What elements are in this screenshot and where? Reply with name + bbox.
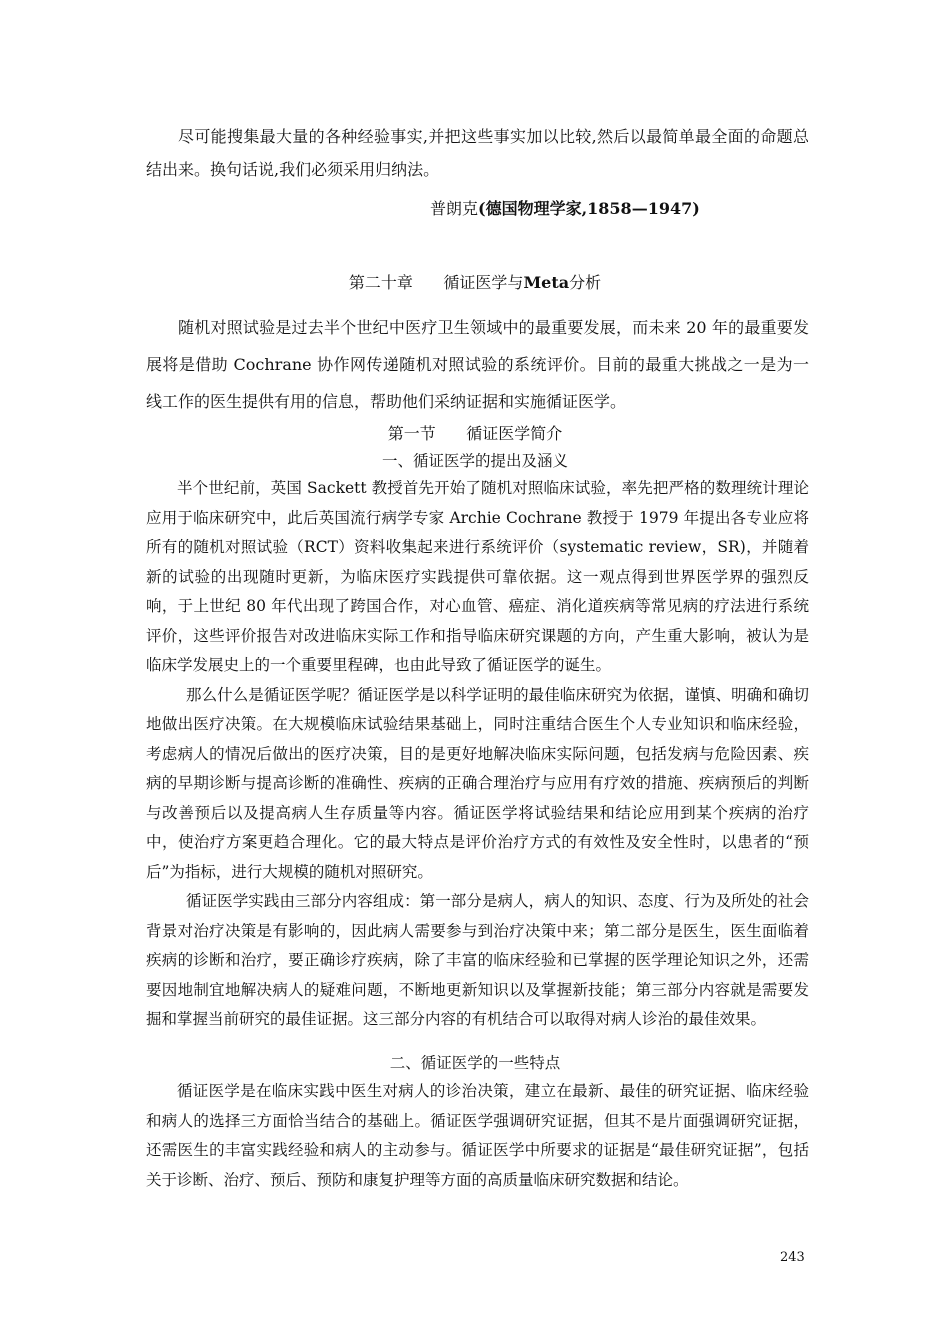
- paragraph: 循证医学实践由三部分内容组成：第一部分是病人，病人的知识、态度、行为及所处的社会背景对治疗决策是有影响的，因此病人需要参与到治疗决策中来；第二部分是医生，医生面临着疾病的诊断和治疗，要正确诊疗疾病，除了丰富的临床经验和已掌握的医学理论知识之外，还需要因地制宜地解决病人的疑难问题，不断地更新知识以及掌握新技能；第三部分内容就是需要发掘和掌握当前研究的最佳证据。这三部分内容的有机结合可以取得对病人诊治的最佳效果。: [146, 892, 809, 1028]
- chapter-title-bold: Meta: [523, 273, 570, 292]
- page-number: 243: [780, 1250, 805, 1265]
- attribution-name: 普朗克: [430, 199, 479, 218]
- subsection-body: [146, 1077, 809, 1195]
- chapter-title-before: 循证医学与: [443, 273, 524, 292]
- subsection-body: [146, 474, 809, 1035]
- attribution-detail: (德国物理学家,1858—1947): [478, 199, 700, 218]
- chapter-intro: 随机对照试验是过去半个世纪中医疗卫生领域中的最重要发展，而未来 20 年的最重要发展将是借助 Cochrane 协作网传递随机对照试验的系统评价。目前的最重大挑战之一是为一线工作的医生提供有用的信息，帮助他们采纳证据和实施循证医学。: [146, 318, 809, 411]
- epigraph-attribution: [430, 194, 700, 224]
- chapter-title: [0, 268, 950, 298]
- paragraph: 循证医学是在临床实践中医生对病人的诊治决策，建立在最新、最佳的研究证据、临床经验和病人的选择三方面恰当结合的基础上。循证医学强调研究证据，但其不是片面强调研究证据，还需医生的丰富实践经验和病人的主动参与。循证医学中所要求的证据是“最佳研究证据”，包括关于诊断、治疗、预后、预防和康复护理等方面的高质量临床研究数据和结论。: [146, 1082, 809, 1189]
- paragraph: 半个世纪前，英国 Sackett 教授首先开始了随机对照临床试验，率先把严格的数理统计理论应用于临床研究中，此后英国流行病学专家 Archie Cochrane 教授于 1979 年提出各专业应将所有的随机对照试验（RCT）资料收集起来进行系统评价（systematic review，SR)，并随着新的试验的出现随时更新，为临床医疗实践提供可靠依据。这一观点得到世界医学界的强烈反响，于上世纪 80 年代出现了跨国合作，对心血管、癌症、消化道疾病等常见病的疗法进行系统评价，这些评价报告对改进临床实际工作和指导临床研究课题的方向，产生重大影响，被认为是临床学发展史上的一个重要里程碑，也由此导致了循证医学的诞生。: [146, 479, 809, 674]
- section-name: 循证医学简介: [466, 424, 563, 443]
- chapter-title-after: 分析: [569, 273, 602, 292]
- chapter-number: 第二十章: [348, 273, 413, 292]
- subsection-title: 一、循证医学的提出及涵义: [381, 452, 568, 470]
- epigraph-quote: 尽可能搜集最大量的各种经验事实,并把这些事实加以比较,然后以最简单最全面的命题总结出来。换句话说,我们必须采用归纳法。: [146, 127, 809, 179]
- paragraph: 那么什么是循证医学呢？循证医学是以科学证明的最佳临床研究为依据，谨慎、明确和确切地做出医疗决策。在大规模临床试验结果基础上，同时注重结合医生个人专业知识和临床经验，考虑病人的情况后做出的医疗决策，目的是更好地解决临床实际问题，包括发病与危险因素、疾病的早期诊断与提高诊断的准确性、疾病的正确合理治疗与应用有疗效的措施、疾病预后的判断与改善预后以及提高病人生存质量等内容。循证医学将试验结果和结论应用到某个疾病的治疗中，使治疗方案更趋合理化。它的最大特点是评价治疗方式的有效性及安全性时，以患者的“预后”为指标，进行大规模的随机对照研究。: [146, 685, 809, 881]
- section-title: [0, 421, 950, 447]
- subsection-title: 二、循证医学的一些特点: [389, 1054, 561, 1072]
- section-number: 第一节: [387, 424, 436, 443]
